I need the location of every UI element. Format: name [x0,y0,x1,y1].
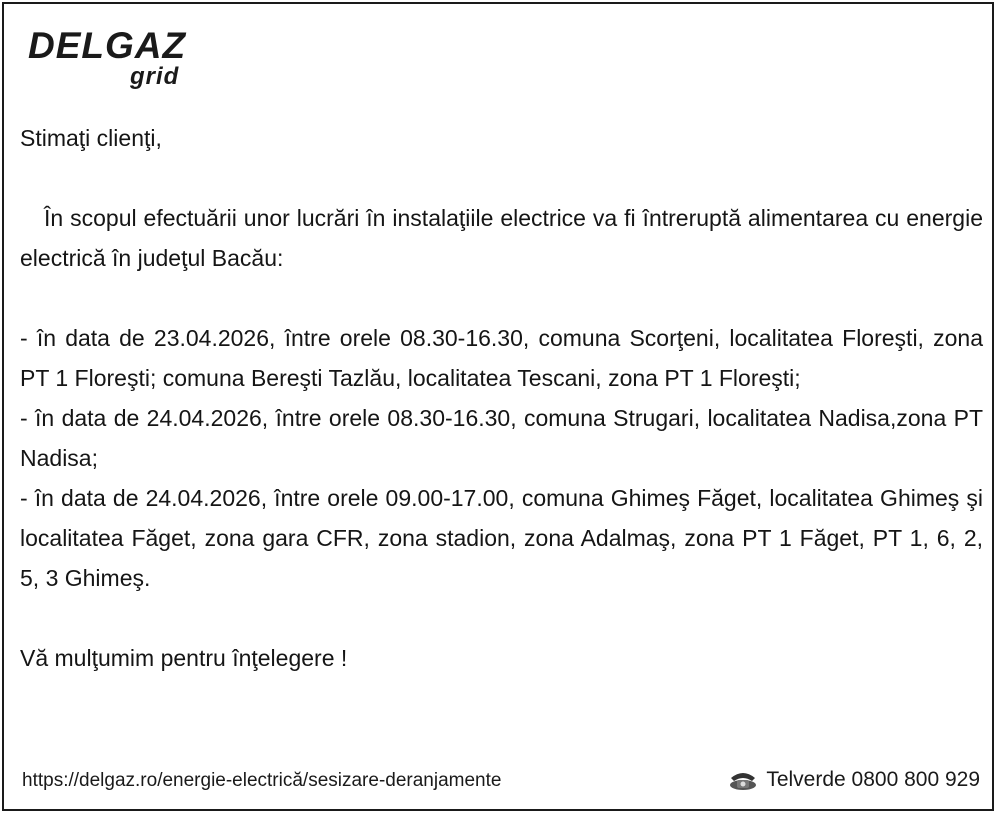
notice-body [20,118,983,678]
intro-paragraph: În scopul efectuării unor lucrări în instalaţiile electrice va fi întreruptă alimentarea cu energie electrică în judeţul Bacău: [20,205,983,271]
telephone-icon [728,769,758,791]
greeting: Stimaţi clienţi, [20,125,162,151]
delgaz-grid-logo [28,26,203,96]
footer-phone [728,768,980,792]
phone-number: Telverde 0800 800 929 [766,768,980,791]
logo-sub: grid [130,63,180,90]
outage-item-1: - în data de 23.04.2026, între orele 08.30-16.30, comuna Scorţeni, localitatea Floreşti, zona PT 1 Floreşti; comuna Bereşti Tazlău, localitatea Tescani, zona PT 1 Floreşti; [20,325,983,391]
footer-url: https://delgaz.ro/energie-electrică/sesizare-deranjamente [22,770,502,791]
logo-name: DELGAZ [28,25,187,66]
outage-item-2: - în data de 24.04.2026, între orele 08.30-16.30, comuna Strugari, localitatea Nadisa,zona PT Nadisa; [20,405,983,471]
closing-line: Vă mulţumim pentru înţelegere ! [20,645,348,671]
outage-item-3: - în data de 24.04.2026, între orele 09.00-17.00, comuna Ghimeş Făget, localitatea Ghimeş şi localitatea Făget, zona gara CFR, zona stadion, zona Adalmaş, zona PT 1 Făget, PT 1, 6, 2, 5, 3 Ghimeş. [20,485,983,591]
